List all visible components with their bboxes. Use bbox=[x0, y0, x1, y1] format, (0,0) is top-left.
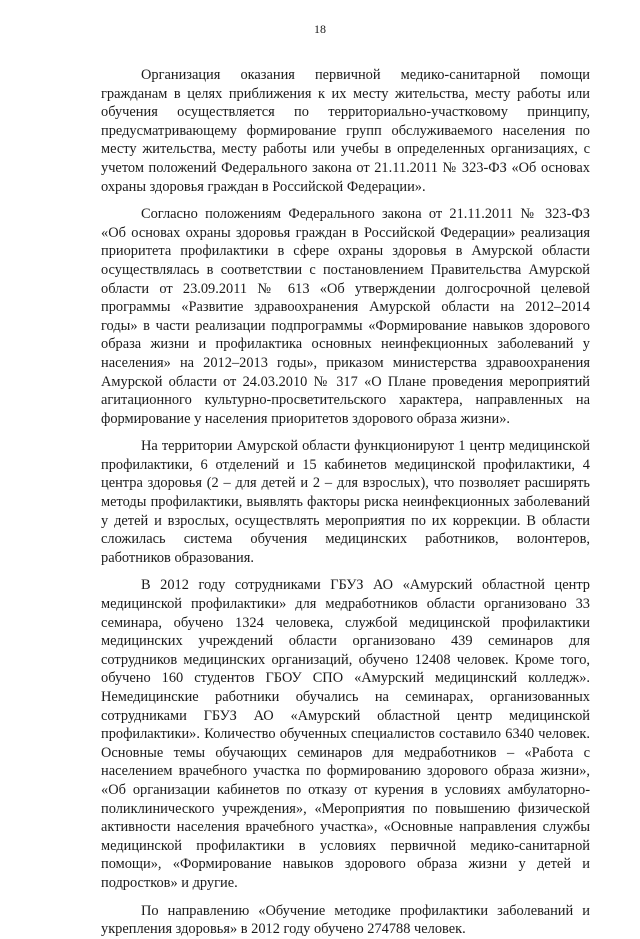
text-line: агитационного культурно-просветительского характера, направленных на bbox=[101, 392, 590, 409]
text-line: охраны здоровья граждан в Российской Федерации». bbox=[101, 178, 426, 195]
paragraph-gap bbox=[101, 567, 590, 576]
text-line: сложилась система обучения медицинских работников, волонтеров, bbox=[101, 531, 590, 548]
text-line: поликлинического учреждения», «Мероприятия по повышению физической bbox=[101, 800, 590, 817]
text-line: учетом положений Федерального закона от 21.11.2011 № 323-ФЗ «Об основах bbox=[101, 159, 590, 176]
text-line: профилактики, 6 отделений и 15 кабинетов медицинской профилактики, 4 bbox=[101, 456, 590, 473]
paragraph-gap bbox=[101, 428, 590, 437]
text-line: медицинской профилактики в условиях первичной медико-санитарной bbox=[101, 837, 590, 854]
paragraph-gap bbox=[101, 196, 590, 205]
text-line: Согласно положениям Федерального закона от 21.11.2011 № 323-ФЗ bbox=[141, 206, 590, 223]
text-line: семинара, обучено 1324 человека, службой медицинской профилактики bbox=[101, 614, 590, 631]
text-line: В 2012 году сотрудниками ГБУЗ АО «Амурский областной центр bbox=[141, 577, 590, 594]
document-body bbox=[101, 66, 590, 939]
text-line: сотрудников медицинских организаций, обучено 12408 человек. Кроме того, bbox=[101, 651, 590, 668]
text-line: подростков» и другие. bbox=[101, 874, 238, 891]
text-line: приоритета профилактики в сфере охраны здоровья в Амурской области bbox=[101, 243, 590, 260]
text-line: «Об организации кабинетов по отказу от курения в условиях амбулаторно- bbox=[101, 781, 590, 798]
text-line: помощи», «Формирование навыков здорового образа жизни у детей и bbox=[101, 856, 590, 873]
text-line: Немедицинские работники обучались на семинарах, организованных bbox=[101, 689, 590, 705]
text-line: профилактики». Количество обученных специалистов составило 6340 человек. bbox=[101, 726, 590, 743]
text-line: населения» на 2012–2013 годы», приказом министерства здравоохранения bbox=[101, 354, 590, 371]
text-line: активности населения врачебного участка», «Основные направления службы bbox=[101, 819, 590, 836]
text-line: формирование у населения приоритетов здорового образа жизни». bbox=[101, 410, 511, 427]
text-line: Основные темы обучающих семинаров для медработников – «Работа с bbox=[101, 744, 590, 761]
text-line: программы «Развитие здравоохранения Амурской области на 2012–2014 bbox=[101, 299, 590, 316]
text-line: населением врачебного участка по формированию здорового образа жизни», bbox=[101, 763, 590, 780]
paragraph bbox=[101, 902, 590, 939]
text-line: медицинской профилактики» для медработников области организовано 33 bbox=[101, 596, 590, 613]
text-line: работников образования. bbox=[101, 549, 254, 566]
text-line: обучено 160 студентов ГБОУ СПО «Амурский медицинский колледж». bbox=[101, 670, 590, 687]
paragraph-gap bbox=[101, 893, 590, 902]
text-line: Организация оказания первичной медико-санитарной помощи bbox=[141, 67, 590, 83]
text-line: у детей и взрослых, осуществлять мероприятия по их коррекции. В области bbox=[101, 512, 590, 529]
text-line: предусматривающему формирование групп обслуживаемого населения по bbox=[101, 122, 590, 139]
text-line: гражданам в целях приближения к их месту жительства, месту работы или bbox=[101, 85, 590, 102]
text-line: На территории Амурской области функционируют 1 центр медицинской bbox=[141, 438, 590, 455]
page-number: 18 bbox=[314, 22, 326, 36]
text-line: годы» в части реализации подпрограммы «Формирование навыков здорового bbox=[101, 317, 590, 334]
text-line: укрепления здоровья» в 2012 году обучено 274788 человек. bbox=[101, 921, 466, 938]
text-line: образа жизни и профилактика основных неинфекционных заболеваний у bbox=[101, 336, 590, 353]
text-line: Амурской области от 24.03.2010 № 317 «О Плане проведения мероприятий bbox=[101, 373, 590, 390]
paragraph bbox=[101, 205, 590, 428]
text-line: медицинских учреждений области организовано 439 семинаров для bbox=[101, 633, 590, 650]
text-line: осуществлялась в соответствии с постановлением Правительства Амурской bbox=[101, 261, 590, 278]
paragraph bbox=[101, 576, 590, 892]
text-line: «Об основах охраны здоровья граждан в Российской Федерации» реализация bbox=[101, 224, 590, 241]
paragraph bbox=[101, 437, 590, 567]
paragraph bbox=[101, 66, 590, 196]
text-line: обучения осуществляется по территориально-участковому принципу, bbox=[101, 104, 590, 121]
text-line: месту жительства, месту работы или учебы в определенных организациях, с bbox=[101, 141, 590, 158]
text-line: области от 23.09.2011 № 613 «Об утверждении долгосрочной целевой bbox=[101, 280, 590, 297]
text-line: центра здоровья (2 – для детей и 2 – для взрослых), что позволяет расширять bbox=[101, 475, 590, 492]
text-line: сотрудниками ГБУЗ АО «Амурский областной центр медицинской bbox=[101, 707, 590, 724]
text-line: По направлению «Обучение методике профилактики заболеваний и bbox=[141, 902, 590, 919]
text-line: методы профилактики, выявлять факторы риска неинфекционных заболеваний bbox=[101, 494, 590, 511]
